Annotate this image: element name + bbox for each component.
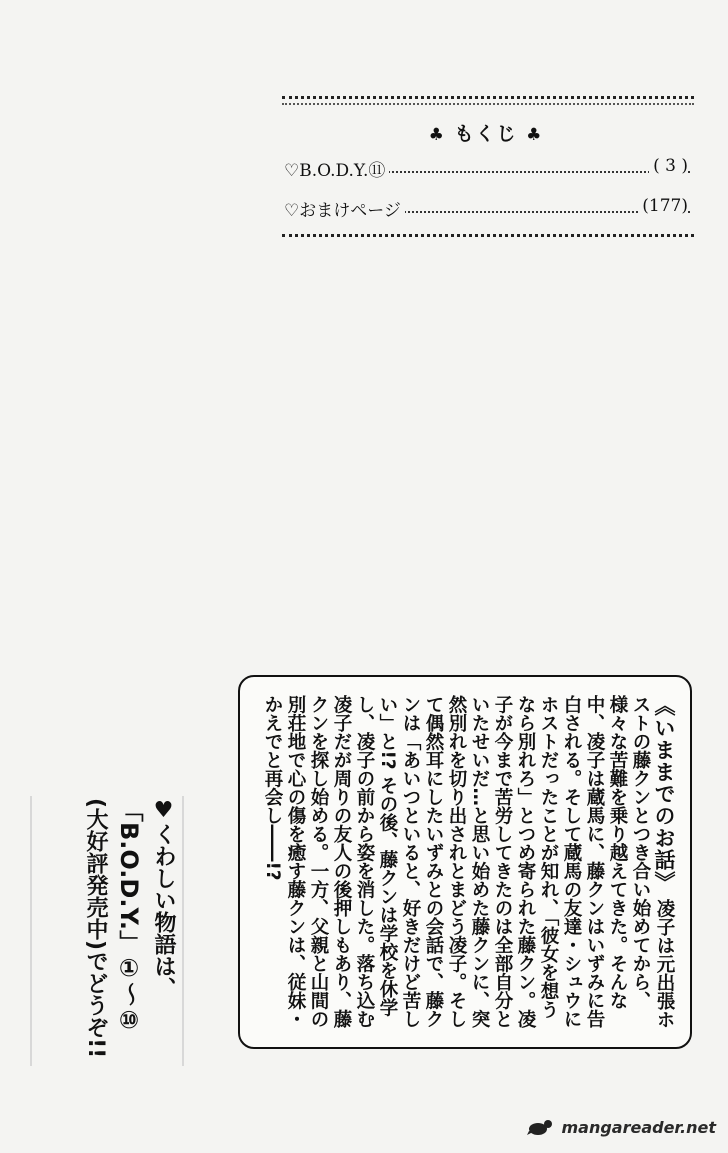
table-of-contents <box>272 96 700 240</box>
summary-title: 《いままでのお話》 <box>652 695 676 893</box>
series-note <box>30 796 184 1066</box>
story-summary-text <box>261 695 676 1035</box>
toc-title <box>272 119 700 146</box>
toc-entry-page: ( 3 ) <box>649 156 688 176</box>
toc-entry-label: ♡おまけページ <box>284 196 405 221</box>
watermark-text: mangareader.net <box>561 1117 716 1137</box>
reader-logo-icon <box>527 1117 557 1137</box>
toc-entry-label: ♡B.O.D.Y.⑪ <box>284 156 389 181</box>
toc-title-text: もくじ <box>454 123 518 145</box>
club-icon: ♣ <box>526 125 544 145</box>
note-line: (大好評発売中)でどうぞ!! <box>83 798 108 1059</box>
summary-body: 凌子は元出張ホストの藤クンとつき合い始めてから、様々な苦難を乗り越えてきた。そんな中、凌子は蔵馬に、藤クンはいずみに告白される。そして蔵馬の友達・シュウにホストだったことが知れ、「彼女を想うなら別れろ」とつめ寄られた藤クン。凌子が今まで苦労してきたのは全部自分といたせいだ…と思い始めた藤クンに、突然別れを切り出されとまどう凌子。そして偶然耳にしたいずみとの会話で、藤クンは「あいつといると、好きだけど苦しい」と!? その後、藤クンは学校を休学し、凌子の前から姿を消した。落ち込む凌子だが周りの友人の後押しもあり、藤クンを探し始める。一方、父親と山間の別荘地で心の傷を癒す藤クンは、従妹・かえでと再会し――!? <box>262 695 675 1029</box>
series-note-text <box>78 798 180 1060</box>
toc-top-rule <box>282 96 694 105</box>
toc-entry-page: (177) <box>638 196 688 216</box>
club-icon: ♣ <box>428 125 446 145</box>
toc-bottom-rule <box>282 234 694 240</box>
story-summary-box <box>238 675 692 1049</box>
note-line: ♥くわしい物語は、 <box>151 798 176 999</box>
note-line: 「B.O.D.Y.」①～⑩ <box>115 798 143 1034</box>
toc-entry <box>272 192 700 226</box>
site-watermark <box>527 1117 716 1137</box>
toc-entry <box>272 152 700 186</box>
